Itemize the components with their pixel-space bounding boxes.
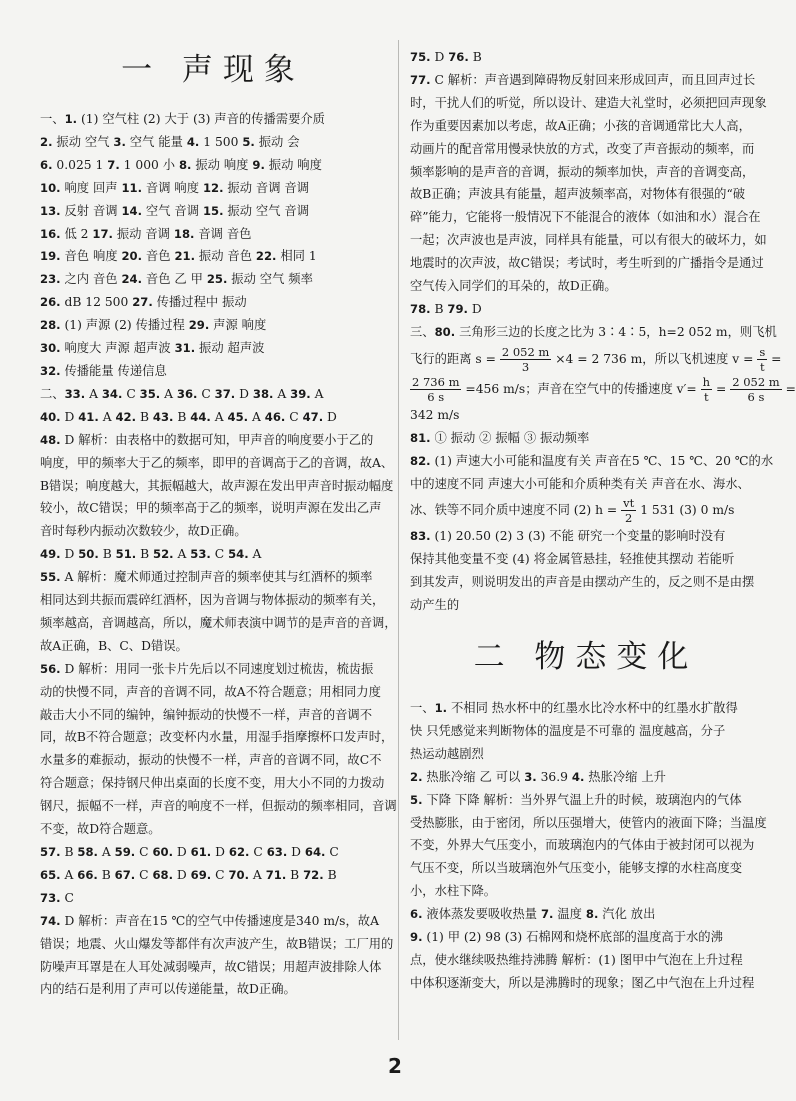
numerator: 2 052 m	[732, 374, 780, 389]
answer-line: 同，故B不符合题意；改变杯内水量，用湿手指摩擦杯口发声时，	[40, 730, 394, 745]
answer-line: 中的速度不同 声速大小可能和介质种类有关 声音在水、海水、	[410, 476, 750, 491]
left-column	[40, 46, 397, 1001]
answer-line: 一起；次声波也是声波，同样具有能量，可以有很大的破坏力，如	[410, 233, 767, 248]
denominator: 3	[521, 359, 530, 374]
formula-line-4	[410, 495, 762, 525]
answer-line: 73. C	[40, 890, 74, 905]
answer-line: 动的快慢不同，声音的音调不同，故A不符合题意；用相同力度	[40, 684, 381, 699]
answer-line: 钢尺，振幅不一样，声音的响度不一样，但振动的频率相同，音调	[40, 799, 397, 814]
answer-line: 55. A 解析：魔术师通过控制声音的频率使其与红酒杯的频率	[40, 570, 373, 585]
formula-line-2	[410, 374, 796, 404]
answer-line: 符合题意；保持钢尺伸出桌面的长度不变，用大小不同的力拨动	[40, 776, 385, 791]
answer-line: 动产生的	[410, 598, 460, 613]
fraction	[500, 345, 551, 374]
answer-line: 水量多的难振动，振动的快慢不一样，声音的音调不同，故C不	[40, 753, 382, 768]
denominator: 6 s	[427, 389, 445, 404]
answer-line: 气压不变，所以当玻璃泡外气压变小，能够支撑的水柱高度变	[410, 861, 743, 876]
formula-text: 1 531 (3) 0 m/s	[640, 503, 735, 518]
answer-line: 音时每秒内振动次数较少，故D正确。	[40, 524, 247, 539]
right-column	[410, 46, 796, 995]
fraction	[621, 496, 636, 525]
answer-line: 65. A 66. B 67. C 68. D 69. C 70. A 71. B 72. B	[40, 867, 337, 882]
answer-line: 点，使水继续吸热维持沸腾 解析：(1) 图甲中气泡在上升过程	[410, 953, 743, 967]
left-answer-lines	[40, 108, 397, 1001]
answer-line: 5. 下降 下降 解析：当外界气温上升的时候，玻璃泡内的气体	[410, 792, 742, 807]
answer-line: 到其发声，则说明发出的声音是由摆动产生的，反之则不是由摆	[410, 575, 755, 590]
answer-line: 49. D 50. B 51. B 52. A 53. C 54. A	[40, 547, 262, 562]
answer-line: 受热膨胀，由于密闭，所以压强增大，使管内的液面下降；当温度	[410, 815, 767, 830]
answer-line: 故B正确；声波具有能量，超声波频率高，对物体有很强的“破	[410, 187, 746, 202]
answer-line: 碎”能力，它能将一般情况下不能混合的液体（如油和水）混合在	[410, 210, 761, 225]
answer-line: B错误；响度越大，其振幅越大，故声源在发出甲声音时振动幅度	[40, 478, 394, 493]
answer-line: 保持其他变量不变 (4) 将金属管悬挂，轻推使其摆动 若能听	[410, 552, 735, 567]
section-title-2: 二 物态变化	[473, 639, 699, 676]
answer-line: 56. D 解析：用同一张卡片先后以不同速度划过梳齿，梳齿振	[40, 661, 374, 676]
right-answer-lines-c	[410, 525, 762, 617]
answer-line: 二、33. A 34. C 35. A 36. C 37. D 38. A 39. A	[40, 386, 324, 401]
formula-text: 飞行的距离 s =	[410, 351, 496, 366]
numerator: vt	[623, 496, 635, 511]
answer-line: 响度，甲的频率大于乙的频率，即甲的音调高于乙的音调，故A、	[40, 455, 394, 470]
answer-line: 10. 响度 回声 11. 音调 响度 12. 振动 音调 音调	[40, 180, 309, 195]
page-number: 2	[388, 1054, 402, 1078]
formula-text: =456 m/s；声音在空气中的传播速度 v′=	[465, 381, 697, 396]
denominator: t	[759, 359, 765, 374]
denominator: t	[704, 389, 709, 404]
answer-line: 9. (1) 甲 (2) 98 (3) 石棉网和烧杯底部的温度高于水的沸	[410, 930, 723, 945]
answer-line: 空气传入同学们的耳朵的，故D正确。	[410, 279, 617, 294]
right-answer-lines-a	[410, 46, 777, 344]
answer-line: 一、1. 不相同 热水杯中的红墨水比冷水杯中的红墨水扩散得	[410, 701, 738, 716]
formula-text: ×4 = 2 736 m，所以飞机速度 v =	[555, 351, 754, 366]
right-answer-lines-b	[410, 427, 774, 496]
answer-line: 28. (1) 声源 (2) 传播过程 29. 声源 响度	[40, 318, 267, 333]
answer-line: 32. 传播能量 传递信息	[40, 363, 167, 378]
denominator: 6 s	[747, 389, 765, 404]
formula-text: =	[785, 381, 796, 396]
answer-line: 三、80. 三角形三边的长度之比为 3∶4∶5，h=2 052 m，则飞机	[410, 324, 777, 339]
formula-text: 冰、铁等不同介质中速度不同 (2) h =	[410, 503, 618, 518]
answer-line: 中体积逐渐变大，所以是沸腾时的现象；图乙中气泡在上升过程	[410, 975, 755, 990]
numerator: 2 052 m	[501, 344, 550, 359]
answer-line: 频率影响的是声音的音调，振动的频率加快，声音的音调变高，	[410, 164, 755, 179]
answer-line: 作为重要因素加以考虑，故A正确；小孩的音调通常比大人高，	[410, 118, 751, 133]
answer-line: 2. 热胀冷缩 乙 可以 3. 36.9 4. 热胀冷缩 上升	[410, 769, 666, 784]
section-title-1: 一 声现象	[121, 52, 305, 88]
answer-line: 82. (1) 声速大小可能和温度有关 声音在5 ℃、15 ℃、20 ℃的水	[410, 453, 774, 468]
answer-line: 较小，故C错误；甲的频率高于乙的频率，说明声源在发出乙声	[40, 501, 382, 516]
answer-line: 不变，外界大气压变小，而玻璃泡内的气体由于被封闭可以视为	[410, 838, 755, 853]
answer-line: 小，水柱下降。	[410, 884, 497, 899]
answer-line: 40. D 41. A 42. B 43. B 44. A 45. A 46. C 47. D	[40, 409, 337, 424]
answer-line: 频率越高，音调越高，所以，魔术师表演中调节的是声音的音调，	[40, 615, 397, 630]
answer-line: 不变，故D符合题意。	[40, 822, 161, 837]
denominator: 2	[625, 511, 633, 526]
formula-line-3: 342 m/s	[410, 407, 460, 422]
answer-line: 故A正确，B、C、D错误。	[40, 638, 188, 653]
formula-line-1	[410, 344, 782, 374]
answer-line: 26. dB 12 500 27. 传播过程中 振动	[40, 295, 247, 310]
answer-line: 动画片的配音常用慢录快放的方式，改变了声音振动的频率，而	[410, 141, 755, 156]
answer-line: 77. C 解析：声音遇到障碍物反射回来形成回声，而且回声过长	[410, 72, 756, 87]
answer-line: 13. 反射 音调 14. 空气 音调 15. 振动 空气 音调	[40, 203, 309, 218]
answer-line: 6. 液体蒸发要吸收热量 7. 温度 8. 汽化 放出	[410, 907, 656, 922]
answer-line: 时，干扰人们的听觉，所以设计、建造大礼堂时，必须把回声现象	[410, 95, 767, 110]
answer-line: 2. 振动 空气 3. 空气 能量 4. 1 500 5. 振动 会	[40, 134, 300, 149]
answer-line: 相同达到共振而震碎红酒杯，因为音调与物体振动的频率有关，	[40, 593, 385, 608]
formula-text: =	[715, 381, 727, 396]
answer-line: 30. 响度大 声源 超声波 31. 振动 超声波	[40, 341, 265, 356]
fraction	[701, 375, 712, 404]
fraction	[757, 345, 767, 374]
answer-line: 敲击大小不同的编钟，编钟振动的快慢不一样，声音的音调不	[40, 707, 373, 722]
numerator: 2 736 m	[412, 374, 460, 389]
fraction	[730, 375, 781, 404]
answer-line: 48. D 解析：由表格中的数据可知，甲声音的响度要小于乙的	[40, 432, 374, 447]
answer-line: 23. 之内 音色 24. 音色 乙 甲 25. 振动 空气 频率	[40, 272, 313, 287]
formula-text: =	[771, 351, 782, 366]
answer-line: 错误；地震、火山爆发等都伴有次声波产生，故B错误；工厂用的	[40, 936, 394, 951]
answer-line: 防噪声耳罩是在人耳处减弱噪声，故C错误；用超声波排除人体	[40, 959, 382, 974]
answer-line: 地震时的次声波，故C错误；考试时，考生听到的广播指令是通过	[410, 256, 764, 271]
answer-line: 一、1. (1) 空气柱 (2) 大于 (3) 声音的传播需要介质	[40, 112, 325, 126]
answer-line: 6. 0.025 1 7. 1 000 小 8. 振动 响度 9. 振动 响度	[40, 157, 322, 172]
answer-line: 75. D 76. B	[410, 50, 482, 64]
numerator: h	[702, 374, 711, 389]
answer-line: 57. B 58. A 59. C 60. D 61. D 62. C 63. D 64. C	[40, 845, 339, 859]
answer-line: 内的结石是利用了声可以传递能量，故D正确。	[40, 982, 296, 997]
answer-line: 热运动越剧烈	[410, 746, 484, 761]
answer-line: 81. ① 振动 ② 振幅 ③ 振动频率	[410, 430, 590, 445]
right-answer-lines-d	[410, 697, 767, 995]
answer-line: 快 只凭感觉来判断物体的温度是不可靠的 温度越高，分子	[410, 723, 726, 738]
answer-line: 16. 低 2 17. 振动 音调 18. 音调 音色	[40, 226, 252, 241]
column-divider	[398, 40, 399, 1040]
numerator: s	[759, 344, 766, 359]
answer-line: 78. B 79. D	[410, 301, 482, 316]
fraction	[410, 375, 461, 404]
answer-line: 83. (1) 20.50 (2) 3 (3) 不能 研究一个变量的影响时没有	[410, 529, 726, 544]
answer-line: 74. D 解析：声音在15 ℃的空气中传播速度是340 m/s，故A	[40, 913, 379, 928]
answer-line: 19. 音色 响度 20. 音色 21. 振动 音色 22. 相同 1	[40, 249, 317, 264]
